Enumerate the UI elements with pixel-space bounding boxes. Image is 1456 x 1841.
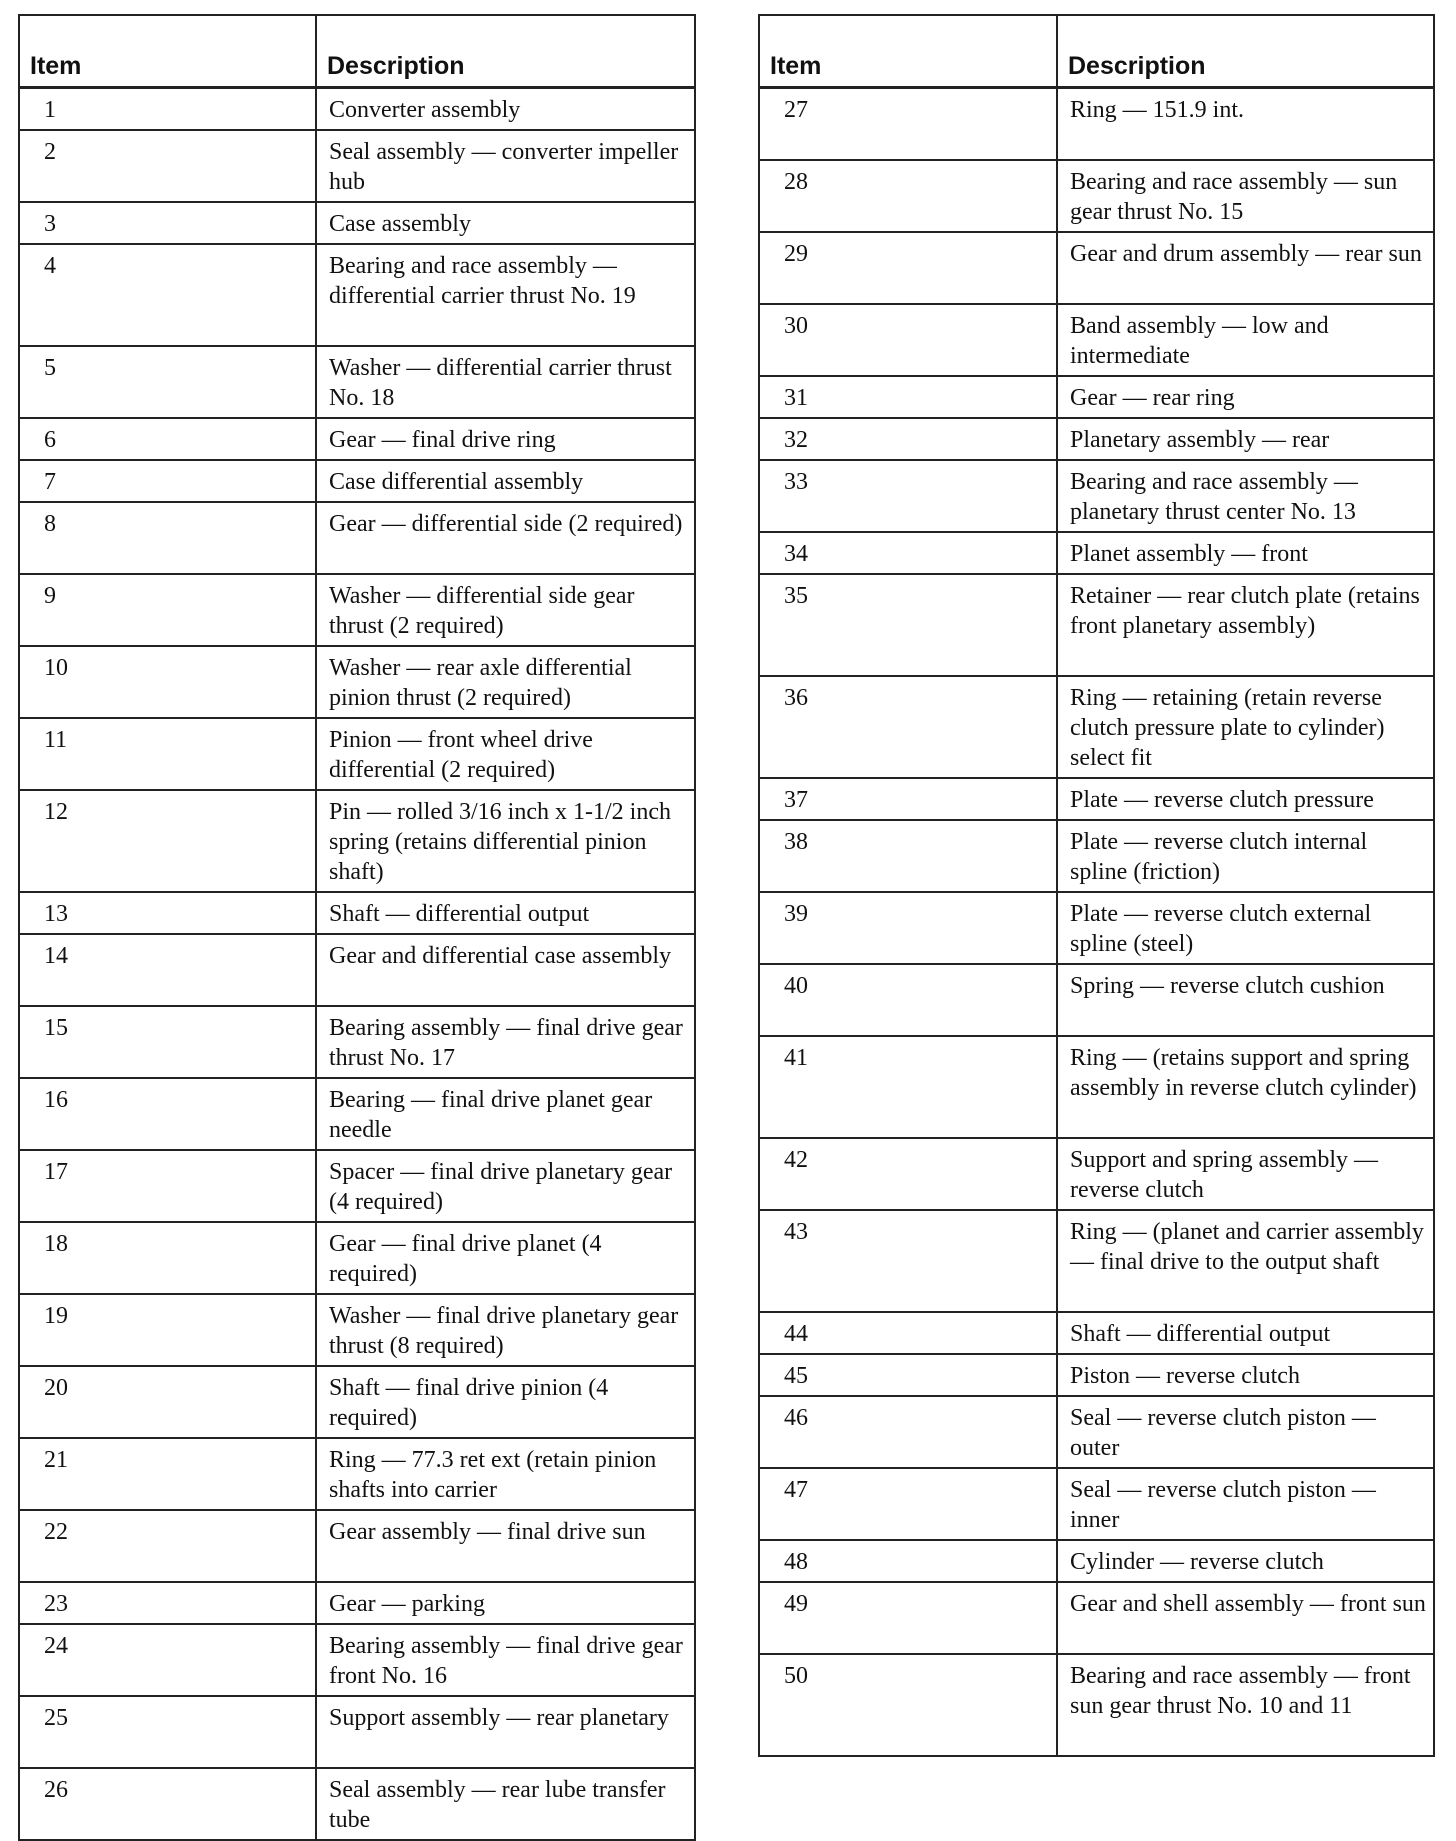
item-number: 48	[759, 1540, 1057, 1582]
item-number: 21	[19, 1438, 316, 1510]
item-number: 16	[19, 1078, 316, 1150]
table-row	[19, 1078, 695, 1150]
table-row	[759, 1540, 1434, 1582]
item-description: Planetary assembly — rear	[1057, 418, 1434, 460]
column-header-description: Description	[1057, 15, 1434, 88]
item-description: Bearing and race assembly — differential carrier thrust No. 19	[316, 244, 695, 346]
item-number: 47	[759, 1468, 1057, 1540]
table-row	[19, 1366, 695, 1438]
parts-table-right	[758, 14, 1435, 1757]
table-row	[19, 934, 695, 1006]
table-row	[19, 418, 695, 460]
item-number: 45	[759, 1354, 1057, 1396]
item-number: 25	[19, 1696, 316, 1768]
table-row	[759, 1582, 1434, 1654]
item-number: 10	[19, 646, 316, 718]
table-row	[19, 1768, 695, 1840]
item-number: 38	[759, 820, 1057, 892]
item-number: 23	[19, 1582, 316, 1624]
table-row	[19, 1582, 695, 1624]
item-description: Bearing assembly — final drive gear front No. 16	[316, 1624, 695, 1696]
item-description: Planet assembly — front	[1057, 532, 1434, 574]
item-description: Gear — final drive ring	[316, 418, 695, 460]
item-number: 13	[19, 892, 316, 934]
item-description: Seal assembly — converter impeller hub	[316, 130, 695, 202]
item-number: 8	[19, 502, 316, 574]
item-description: Bearing — final drive planet gear needle	[316, 1078, 695, 1150]
item-number: 39	[759, 892, 1057, 964]
item-number: 42	[759, 1138, 1057, 1210]
table-row	[19, 1438, 695, 1510]
item-number: 36	[759, 676, 1057, 778]
item-description: Bearing assembly — final drive gear thrust No. 17	[316, 1006, 695, 1078]
table-row	[19, 202, 695, 244]
item-description: Gear — rear ring	[1057, 376, 1434, 418]
item-description: Seal — reverse clutch piston — outer	[1057, 1396, 1434, 1468]
item-number: 18	[19, 1222, 316, 1294]
item-number: 49	[759, 1582, 1057, 1654]
item-description: Washer — differential side gear thrust (2 required)	[316, 574, 695, 646]
table-row	[759, 820, 1434, 892]
item-description: Ring — 77.3 ret ext (retain pinion shafts into carrier	[316, 1438, 695, 1510]
header-row	[19, 15, 695, 88]
table-row	[759, 532, 1434, 574]
item-number: 7	[19, 460, 316, 502]
table-row	[19, 1006, 695, 1078]
table-row	[19, 1510, 695, 1582]
item-description: Seal — reverse clutch piston — inner	[1057, 1468, 1434, 1540]
item-number: 24	[19, 1624, 316, 1696]
item-description: Shaft — differential output	[316, 892, 695, 934]
item-number: 1	[19, 88, 316, 131]
item-description: Shaft — differential output	[1057, 1312, 1434, 1354]
item-description: Gear — differential side (2 required)	[316, 502, 695, 574]
table-row	[19, 88, 695, 131]
item-description: Converter assembly	[316, 88, 695, 131]
item-description: Support assembly — rear planetary	[316, 1696, 695, 1768]
table-row	[19, 130, 695, 202]
item-number: 50	[759, 1654, 1057, 1756]
table-row	[19, 790, 695, 892]
item-number: 26	[19, 1768, 316, 1840]
item-description: Bearing and race assembly — front sun gear thrust No. 10 and 11	[1057, 1654, 1434, 1756]
table-row	[759, 232, 1434, 304]
table-row	[759, 1354, 1434, 1396]
item-description: Gear and shell assembly — front sun	[1057, 1582, 1434, 1654]
item-number: 28	[759, 160, 1057, 232]
item-description: Washer — differential carrier thrust No. 18	[316, 346, 695, 418]
item-number: 3	[19, 202, 316, 244]
item-description: Case assembly	[316, 202, 695, 244]
item-number: 12	[19, 790, 316, 892]
item-description: Plate — reverse clutch pressure	[1057, 778, 1434, 820]
table-row	[19, 1150, 695, 1222]
item-description: Spring — reverse clutch cushion	[1057, 964, 1434, 1036]
table-row	[19, 502, 695, 574]
item-number: 40	[759, 964, 1057, 1036]
item-description: Seal assembly — rear lube transfer tube	[316, 1768, 695, 1840]
table-row	[19, 574, 695, 646]
parts-table-left	[18, 14, 696, 1841]
table-row	[759, 1138, 1434, 1210]
table-row	[759, 1036, 1434, 1138]
table-row	[759, 88, 1434, 161]
item-description: Support and spring assembly — reverse clutch	[1057, 1138, 1434, 1210]
item-number: 22	[19, 1510, 316, 1582]
item-number: 31	[759, 376, 1057, 418]
item-description: Spacer — final drive planetary gear (4 required)	[316, 1150, 695, 1222]
column-header-item: Item	[19, 15, 316, 88]
table-row	[19, 1696, 695, 1768]
table-row	[759, 1396, 1434, 1468]
item-description: Gear and drum assembly — rear sun	[1057, 232, 1434, 304]
table-row	[19, 1222, 695, 1294]
item-description: Shaft — final drive pinion (4 required)	[316, 1366, 695, 1438]
item-description: Ring — (planet and carrier assembly — final drive to the output shaft	[1057, 1210, 1434, 1312]
table-row	[759, 418, 1434, 460]
item-number: 46	[759, 1396, 1057, 1468]
item-number: 4	[19, 244, 316, 346]
table-row	[19, 460, 695, 502]
item-number: 17	[19, 1150, 316, 1222]
table-row	[759, 1210, 1434, 1312]
item-description: Retainer — rear clutch plate (retains front planetary assembly)	[1057, 574, 1434, 676]
item-number: 5	[19, 346, 316, 418]
item-number: 34	[759, 532, 1057, 574]
header-row	[759, 15, 1434, 88]
table-row	[759, 574, 1434, 676]
table-row	[759, 778, 1434, 820]
item-description: Gear — parking	[316, 1582, 695, 1624]
table-row	[759, 964, 1434, 1036]
item-number: 32	[759, 418, 1057, 460]
item-description: Gear and differential case assembly	[316, 934, 695, 1006]
item-number: 9	[19, 574, 316, 646]
item-number: 6	[19, 418, 316, 460]
item-number: 19	[19, 1294, 316, 1366]
item-description: Gear — final drive planet (4 required)	[316, 1222, 695, 1294]
item-description: Ring — retaining (retain reverse clutch pressure plate to cylinder) select fit	[1057, 676, 1434, 778]
item-number: 30	[759, 304, 1057, 376]
item-description: Washer — rear axle differential pinion thrust (2 required)	[316, 646, 695, 718]
item-number: 20	[19, 1366, 316, 1438]
table-row	[759, 1312, 1434, 1354]
item-description: Plate — reverse clutch internal spline (friction)	[1057, 820, 1434, 892]
table-row	[19, 1294, 695, 1366]
item-number: 33	[759, 460, 1057, 532]
item-description: Bearing and race assembly — sun gear thrust No. 15	[1057, 160, 1434, 232]
item-description: Case differential assembly	[316, 460, 695, 502]
table-row	[19, 1624, 695, 1696]
item-description: Ring — 151.9 int.	[1057, 88, 1434, 161]
item-number: 27	[759, 88, 1057, 161]
table-row	[759, 1654, 1434, 1756]
item-description: Ring — (retains support and spring assembly in reverse clutch cylinder)	[1057, 1036, 1434, 1138]
item-number: 14	[19, 934, 316, 1006]
item-number: 35	[759, 574, 1057, 676]
table-row	[19, 646, 695, 718]
item-number: 2	[19, 130, 316, 202]
table-row	[19, 346, 695, 418]
item-description: Pin — rolled 3/16 inch x 1-1/2 inch spring (retains differential pinion shaft)	[316, 790, 695, 892]
table-row	[759, 1468, 1434, 1540]
item-number: 44	[759, 1312, 1057, 1354]
item-description: Washer — final drive planetary gear thrust (8 required)	[316, 1294, 695, 1366]
table-row	[19, 718, 695, 790]
item-number: 15	[19, 1006, 316, 1078]
table-row	[759, 892, 1434, 964]
item-description: Band assembly — low and intermediate	[1057, 304, 1434, 376]
table-row	[759, 676, 1434, 778]
item-description: Cylinder — reverse clutch	[1057, 1540, 1434, 1582]
item-number: 41	[759, 1036, 1057, 1138]
item-number: 11	[19, 718, 316, 790]
item-description: Piston — reverse clutch	[1057, 1354, 1434, 1396]
item-number: 43	[759, 1210, 1057, 1312]
item-description: Gear assembly — final drive sun	[316, 1510, 695, 1582]
table-row	[759, 460, 1434, 532]
column-header-description: Description	[316, 15, 695, 88]
table-row	[759, 160, 1434, 232]
item-description: Bearing and race assembly — planetary thrust center No. 13	[1057, 460, 1434, 532]
table-row	[759, 304, 1434, 376]
table-row	[19, 244, 695, 346]
item-description: Pinion — front wheel drive differential (2 required)	[316, 718, 695, 790]
item-number: 37	[759, 778, 1057, 820]
table-row	[759, 376, 1434, 418]
item-description: Plate — reverse clutch external spline (steel)	[1057, 892, 1434, 964]
table-row	[19, 892, 695, 934]
column-header-item: Item	[759, 15, 1057, 88]
item-number: 29	[759, 232, 1057, 304]
